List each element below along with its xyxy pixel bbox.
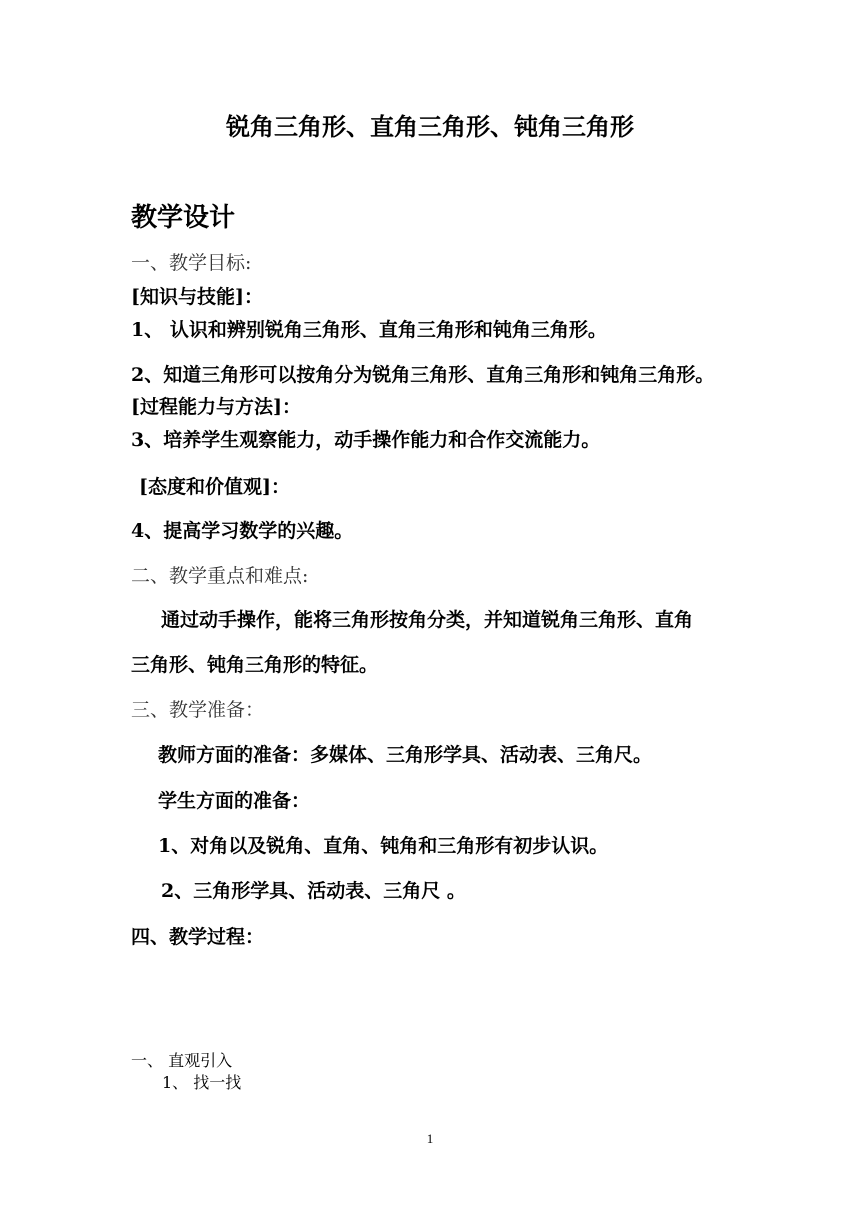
document-title: 锐角三角形、直角三角形、钝角三角形 (226, 112, 634, 141)
process-method-label: [过程能力与方法]： (131, 396, 301, 418)
intro-subsection: 一、 直观引入 (131, 1051, 233, 1070)
student-preparation-item-1: 1、对角以及锐角、直角、钝角和三角形有初步认识。 (158, 835, 609, 857)
teacher-preparation-text: ：多媒体、三角形学具、活动表、三角尺。 (291, 744, 653, 766)
section3-title: 三、教学准备： (131, 699, 265, 721)
student-preparation-colon: ： (291, 790, 311, 812)
attitude-values-label: [态度和价值观]： (139, 476, 290, 498)
section2-title: 二、教学重点和难点: (131, 565, 309, 587)
student-preparation-item-2: 2、三角形学具、活动表、三角尺 。 (161, 880, 466, 902)
objective-item-3: 3、培养学生观察能力，动手操作能力和合作交流能力。 (131, 429, 601, 451)
student-preparation (158, 792, 310, 811)
knowledge-skills-label: [知识与技能]： (131, 286, 263, 308)
page-number: 1 (426, 1131, 434, 1146)
key-points-line-1: 通过动手操作，能将三角形按角分类，并知道锐角三角形、直角 (161, 609, 694, 631)
teacher-preparation (158, 746, 652, 765)
teacher-preparation-label: 教师方面的准备 (158, 744, 292, 766)
objective-item-2: 2、知道三角形可以按角分为锐角三角形、直角三角形和钝角三角形。 (131, 364, 715, 386)
objective-item-1: 1、 认识和辨别锐角三角形、直角三角形和钝角三角形。 (131, 319, 607, 341)
key-points-line-2: 三角形、钝角三角形的特征。 (131, 654, 379, 676)
objective-item-4: 4、提高学习数学的兴趣。 (131, 520, 354, 542)
student-preparation-label: 学生方面的准备 (158, 790, 292, 812)
teaching-design-heading: 教学设计 (131, 203, 236, 233)
section4-title: 四、教学过程： (131, 926, 265, 948)
section1-title: 一、教学目标: (131, 252, 252, 274)
intro-item-1: 1、 找一找 (162, 1073, 242, 1092)
